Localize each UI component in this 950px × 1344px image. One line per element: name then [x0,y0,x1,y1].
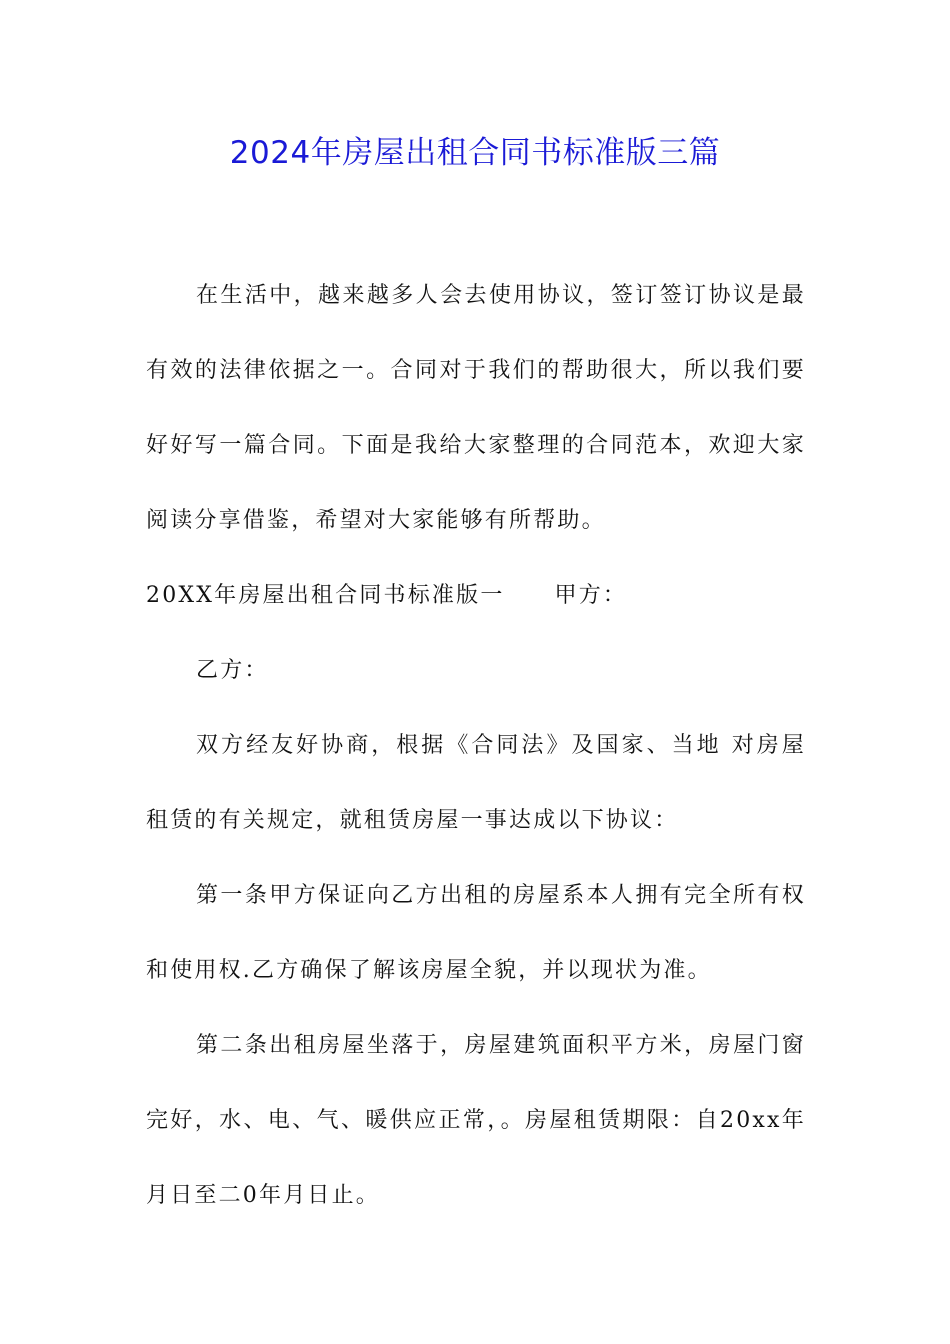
document-body [146,258,806,1233]
section-heading: 20XX年房屋出租合同书标准版一 [146,583,505,608]
article-1-paragraph: 第一条甲方保证向乙方出租的房屋系本人拥有完全所有权和使用权.乙方确保了解该房屋全貌，并以现状为准。 [146,883,806,983]
intro-paragraph: 在生活中，越来越多人会去使用协议，签订签订协议是最有效的法律依据之一。合同对于我们的帮助很大，所以我们要好好写一篇合同。下面是我给大家整理的合同范本，欢迎大家阅读分享借鉴，希望对大家能够有所帮助。 [146,283,806,533]
party-b-label: 乙方： [196,658,269,683]
article-2-paragraph: 第二条出租房屋坐落于，房屋建筑面积平方米，房屋门窗完好，水、电、气、暖供应正常，。房屋租赁期限：自20xx年月日至二0年月日止。 [146,1033,806,1208]
document-title: 2024年房屋出租合同书标准版三篇 [229,135,721,171]
party-a-label: 甲方： [554,583,628,608]
preamble-paragraph: 双方经友好协商，根据《合同法》及国家、当地 对房屋租赁的有关规定，就租赁房屋一事达成以下协议： [146,733,806,833]
section-heading-line [146,558,806,633]
